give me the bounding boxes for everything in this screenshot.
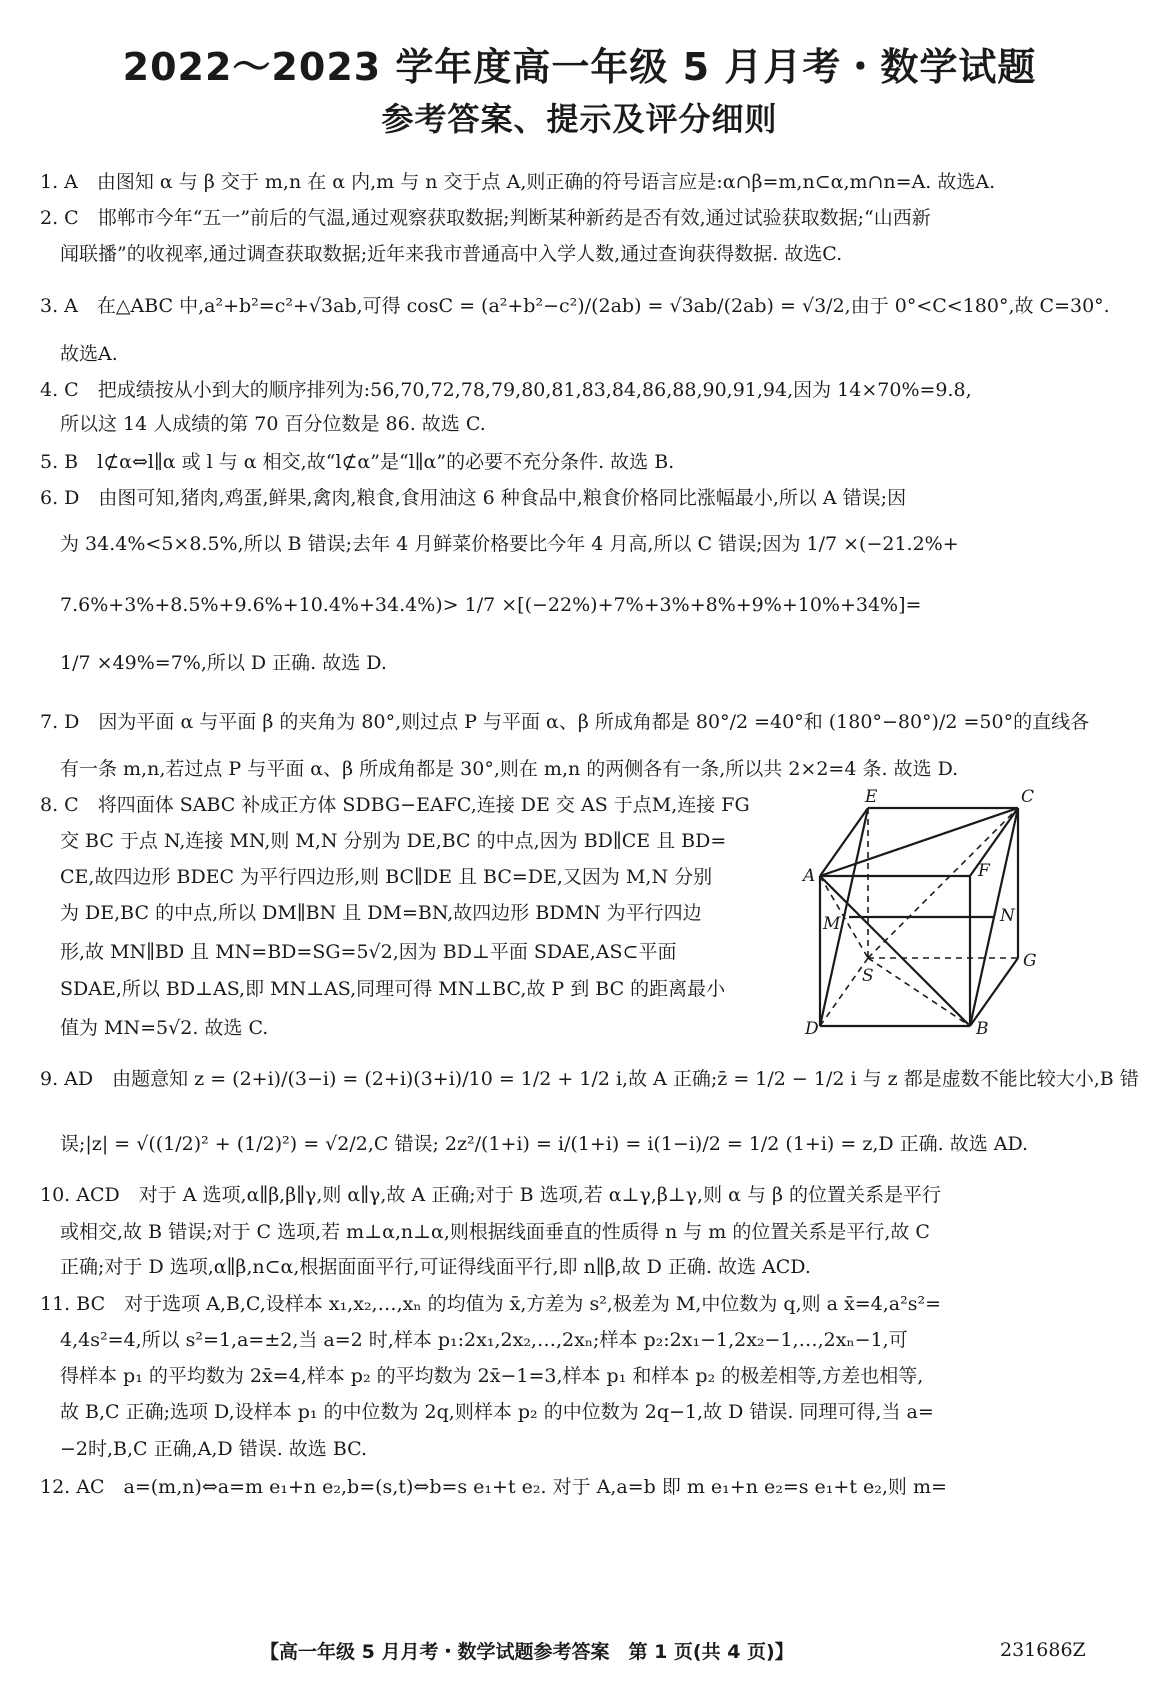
answer-line: 1. A 由图知 α 与 β 交于 m,n 在 α 内,m 与 n 交于点 A,则正确的符号语言应是:α∩β=m,n⊂α,m∩n=A. 故选A. [40,171,996,193]
answer-line: 形,故 MN∥BD 且 MN=BD=SG=5√2,因为 BD⊥平面 SDAE,AS⊂平面 [60,941,677,963]
answer-line: 故 B,C 正确;选项 D,设样本 p₁ 的中位数为 2q,则样本 p₂ 的中位数为 2q−1,故 D 错误. 同理可得,当 a= [60,1401,934,1423]
answer-line: 2. C 邯郸市今年“五一”前后的气温,通过观察获取数据;判断某种新药是否有效,通过试验获取数据;“山西新 [40,207,931,229]
document-code: 231686Z [1000,1639,1086,1661]
answer-line: 正确;对于 D 选项,α∥β,n⊂α,根据面面平行,可证得线面平行,即 n∥β,故 D 正确. 故选 ACD. [60,1256,811,1278]
answer-line: 得样本 p₁ 的平均数为 2x̄=4,样本 p₂ 的平均数为 2x̄−1=3,样本 p₁ 和样本 p₂ 的极差相等,方差也相等, [60,1365,924,1387]
answer-line: 12. AC a=(m,n)⇔a=m e₁+n e₂,b=(s,t)⇔b=s e₁+t e₂. 对于 A,a=b 即 m e₁+n e₂=s e₁+t e₂,则 m= [40,1476,947,1498]
answer-line: −2时,B,C 正确,A,D 错误. 故选 BC. [60,1438,368,1460]
answer-line: 为 34.4%<5×8.5%,所以 B 错误;去年 4 月鲜菜价格要比今年 4 月高,所以 C 错误;因为 1/7 ×(−21.2%+ [60,533,959,555]
answer-line: SDAE,所以 BD⊥AS,即 MN⊥AS,同理可得 MN⊥BC,故 P 到 BC 的距离最小 [60,978,726,1000]
answer-line: 1/7 ×49%=7%,所以 D 正确. 故选 D. [60,652,387,674]
page-title: 2022～2023 学年度高一年级 5 月月考・数学试题 [122,45,1037,89]
answer-line: 值为 MN=5√2. 故选 C. [60,1017,269,1039]
vertex-label-G: G [1023,951,1037,971]
answer-line: 5. B l⊄α⇔l∥α 或 l 与 α 相交,故“l⊄α”是“l∥α”的必要不充分条件. 故选 B. [40,451,675,473]
answer-line: 所以这 14 人成绩的第 70 百分位数是 86. 故选 C. [60,413,486,435]
vertex-label-C: C [1021,787,1035,807]
vertex-label-N: N [1000,906,1015,926]
answer-line: 6. D 由图可知,猪肉,鸡蛋,鲜果,禽肉,粮食,食用油这 6 种食品中,粮食价格同比涨幅最小,所以 A 错误;因 [40,487,907,509]
answer-line: 有一条 m,n,若过点 P 与平面 α、β 所成角都是 30°,则在 m,n 的两侧各有一条,所以共 2×2=4 条. 故选 D. [60,758,959,780]
vertex-label-E: E [865,787,878,807]
answer-line: 交 BC 于点 N,连接 MN,则 M,N 分别为 DE,BC 的中点,因为 BD∥CE 且 BD= [60,830,727,852]
vertex-label-M: M [823,914,841,934]
vertex-label-A: A [803,866,816,886]
vertex-label-D: D [805,1019,819,1036]
answer-line: 8. C 将四面体 SABC 补成正方体 SDBG−EAFC,连接 DE 交 AS 于点M,连接 FG [40,794,750,816]
answer-line: 4,4s²=4,所以 s²=1,a=±2,当 a=2 时,样本 p₁:2x₁,2x₂,…,2xₙ;样本 p₂:2x₁−1,2x₂−1,…,2xₙ−1,可 [60,1329,908,1351]
answer-line: CE,故四边形 BDEC 为平行四边形,则 BC∥DE 且 BC=DE,又因为 M,N 分别 [60,866,713,888]
answer-line: 9. AD 由题意知 z = (2+i)/(3−i) = (2+i)(3+i)/10 = 1/2 + 1/2 i,故 A 正确;z̄ = 1/2 − 1/2 i 与 z 都是虚数不能比较大小,B 错 [40,1068,1139,1090]
page-footer: 【高一年级 5 月月考・数学试题参考答案 第 1 页(共 4 页)】 [260,1641,794,1663]
page-subtitle: 参考答案、提示及评分细则 [381,100,778,138]
answer-line: 故选A. [60,343,118,365]
answer-line: 误;|z| = √((1/2)² + (1/2)²) = √2/2,C 错误; 2z²/(1+i) = i/(1+i) = i(1−i)/2 = 1/2 (1+i) = z,D 正确. 故选 AD. [60,1133,1029,1155]
answer-line: 闻联播”的收视率,通过调查获取数据;近年来我市普通高中入学人数,通过查询获得数据. 故选C. [60,243,843,265]
answer-line: 4. C 把成绩按从小到大的顺序排列为:56,70,72,78,79,80,81,83,84,86,88,90,91,94,因为 14×70%=9.8, [40,379,972,401]
answer-line: 7. D 因为平面 α 与平面 β 的夹角为 80°,则过点 P 与平面 α、β 所成角都是 80°/2 =40°和 (180°−80°)/2 =50°的直线各 [40,711,1090,733]
answer-line: 7.6%+3%+8.5%+9.6%+10.4%+34.4%)> 1/7 ×[(−22%)+7%+3%+8%+9%+10%+34%]= [60,594,922,616]
answer-line: 或相交,故 B 错误;对于 C 选项,若 m⊥α,n⊥α,则根据线面垂直的性质得 n 与 m 的位置关系是平行,故 C [60,1221,930,1243]
answer-line: 为 DE,BC 的中点,所以 DM∥BN 且 DM=BN,故四边形 BDMN 为平行四边 [60,902,702,924]
vertex-label-S: S [862,966,874,986]
vertex-label-F: F [978,861,990,881]
vertex-label-B: B [976,1019,989,1036]
answer-line: 10. ACD 对于 A 选项,α∥β,β∥γ,则 α∥γ,故 A 正确;对于 B 选项,若 α⊥γ,β⊥γ,则 α 与 β 的位置关系是平行 [40,1184,942,1206]
cube-figure [795,786,1045,1036]
answer-line: 3. A 在△ABC 中,a²+b²=c²+√3ab,可得 cosC = (a²+b²−c²)/(2ab) = √3ab/(2ab) = √3/2,由于 0°<C<180°,故 C=30°. [40,295,1110,317]
answer-line: 11. BC 对于选项 A,B,C,设样本 x₁,x₂,…,xₙ 的均值为 x̄,方差为 s²,极差为 M,中位数为 q,则 a x̄=4,a²s²= [40,1293,942,1315]
